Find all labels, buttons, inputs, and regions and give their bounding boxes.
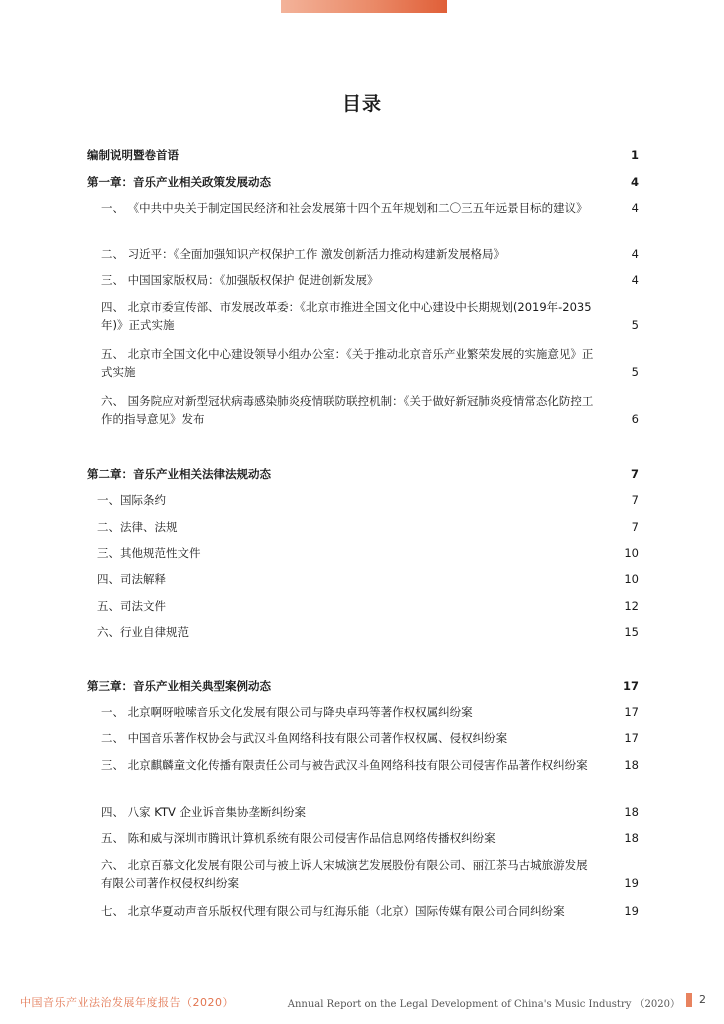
toc-entry-text: 二、 中国音乐著作权协会与武汉斗鱼网络科技有限公司著作权权属、侵权纠纷案 [101, 731, 508, 745]
toc-entry-text: 三、 北京麒麟童文化传播有限责任公司与被告武汉斗鱼网络科技有限公司侵害作品著作权纠纷案 [101, 758, 588, 772]
toc-entry[interactable] [87, 544, 639, 562]
toc-page-number: 7 [631, 520, 639, 534]
toc-entry[interactable] [87, 902, 639, 920]
toc-page-number: 19 [624, 876, 639, 890]
toc-entry[interactable] [87, 271, 639, 289]
toc-entry[interactable] [87, 803, 639, 821]
footer-accent-mark [686, 993, 692, 1007]
toc-entry-text: 一、国际条约 [97, 493, 166, 507]
toc-entry-text: 编制说明暨卷首语 [87, 148, 179, 162]
toc-entry-text: 一、 《中共中央关于制定国民经济和社会发展第十四个五年规划和二〇三五年远景目标的建议》 [101, 201, 588, 215]
toc-entry[interactable] [87, 570, 639, 588]
toc-entry-text: 一、 北京啊呀啦嗦音乐文化发展有限公司与降央卓玛等著作权权属纠纷案 [101, 705, 473, 719]
toc-page-number: 10 [624, 572, 639, 586]
toc-entry[interactable] [87, 829, 639, 847]
toc-entry-text: 七、 北京华夏动声音乐版权代理有限公司与红海乐能（北京）国际传媒有限公司合同纠纷案 [101, 904, 565, 918]
toc-page-number: 18 [624, 805, 639, 819]
toc-entry[interactable] [87, 491, 639, 509]
toc-chapter-3[interactable] [87, 677, 639, 695]
toc-entry[interactable] [87, 856, 639, 892]
toc-entry-text: 四、司法解释 [97, 572, 166, 586]
toc-entry[interactable] [87, 623, 639, 641]
toc-entry-text: 三、 中国国家版权局：《加强版权保护 促进创新发展》 [101, 273, 379, 287]
toc-page-number: 18 [624, 758, 639, 772]
toc-entry-preface[interactable] [87, 146, 639, 164]
header-accent-bar [281, 0, 447, 13]
toc-page-number: 4 [630, 175, 639, 189]
toc-page-number: 15 [624, 625, 639, 639]
footer-page-number: 2 [699, 993, 706, 1006]
toc-entry-text: 第二章：音乐产业相关法律法规动态 [87, 467, 271, 481]
toc-entry-text: 二、 习近平：《全面加强知识产权保护工作 激发创新活力推动构建新发展格局》 [101, 247, 506, 261]
toc-page-number: 7 [631, 493, 639, 507]
toc-entry-text: 第一章：音乐产业相关政策发展动态 [87, 175, 271, 189]
toc-page-number: 19 [624, 904, 639, 918]
toc-page-number: 5 [631, 318, 639, 332]
toc-entry-text: 四、 八家 KTV 企业诉音集协垄断纠纷案 [101, 805, 307, 819]
footer-report-title-en: Annual Report on the Legal Development of China's Music Industry （2020） [287, 999, 680, 1010]
toc-page-number: 6 [631, 412, 639, 426]
toc-page-number: 4 [631, 247, 639, 261]
toc-entry[interactable] [87, 518, 639, 536]
toc-entry-text: 五、 陈和威与深圳市腾讯计算机系统有限公司侵害作品信息网络传播权纠纷案 [101, 831, 496, 845]
toc-page-number: 5 [631, 365, 639, 379]
toc-entry-text: 四、 北京市委宣传部、市发展改革委：《北京市推进全国文化中心建设中长期规划(2019年-2035年)》正式实施 [101, 300, 592, 332]
toc-chapter-2[interactable] [87, 465, 639, 483]
footer-report-title-cn: 中国音乐产业法治发展年度报告（2020） [20, 996, 234, 1009]
toc-page-number: 10 [624, 546, 639, 560]
toc-entry-text: 六、 北京百慕文化发展有限公司与被上诉人宋城演艺发展股份有限公司、丽江茶马古城旅游发展有限公司著作权侵权纠纷案 [101, 858, 588, 890]
toc-entry[interactable] [87, 729, 639, 747]
toc-entry-text: 六、 国务院应对新型冠状病毒感染肺炎疫情联防联控机制：《关于做好新冠肺炎疫情常态化防控工作的指导意见》发布 [101, 394, 594, 426]
toc-entry-text: 六、行业自律规范 [97, 625, 189, 639]
toc-page-number: 1 [630, 148, 639, 162]
toc-page-number: 12 [624, 599, 639, 613]
toc-entry-text: 第三章：音乐产业相关典型案例动态 [87, 679, 271, 693]
toc-entry[interactable] [87, 703, 639, 721]
toc-entry[interactable] [87, 298, 639, 334]
toc-entry-text: 五、司法文件 [97, 599, 166, 613]
toc-entry[interactable] [87, 756, 639, 774]
toc-page-number: 18 [624, 831, 639, 845]
toc-chapter-1[interactable] [87, 173, 639, 191]
toc-entry-text: 五、 北京市全国文化中心建设领导小组办公室：《关于推动北京音乐产业繁荣发展的实施意见》正式实施 [101, 347, 594, 379]
toc-entry[interactable] [87, 345, 639, 381]
page-title: 目录 [341, 93, 382, 115]
toc-page-number: 7 [630, 467, 639, 481]
toc-page-number: 4 [631, 273, 639, 287]
toc-page-number: 17 [624, 705, 639, 719]
toc-entry-text: 二、法律、法规 [97, 520, 178, 534]
toc-entry[interactable] [87, 245, 639, 263]
toc-page-number: 4 [631, 201, 639, 215]
toc-page-number: 17 [624, 731, 639, 745]
toc-entry-text: 三、其他规范性文件 [97, 546, 201, 560]
toc-page-number: 17 [622, 679, 639, 693]
toc-entry[interactable] [87, 392, 639, 428]
toc-entry[interactable] [87, 597, 639, 615]
toc-entry[interactable] [87, 199, 639, 217]
